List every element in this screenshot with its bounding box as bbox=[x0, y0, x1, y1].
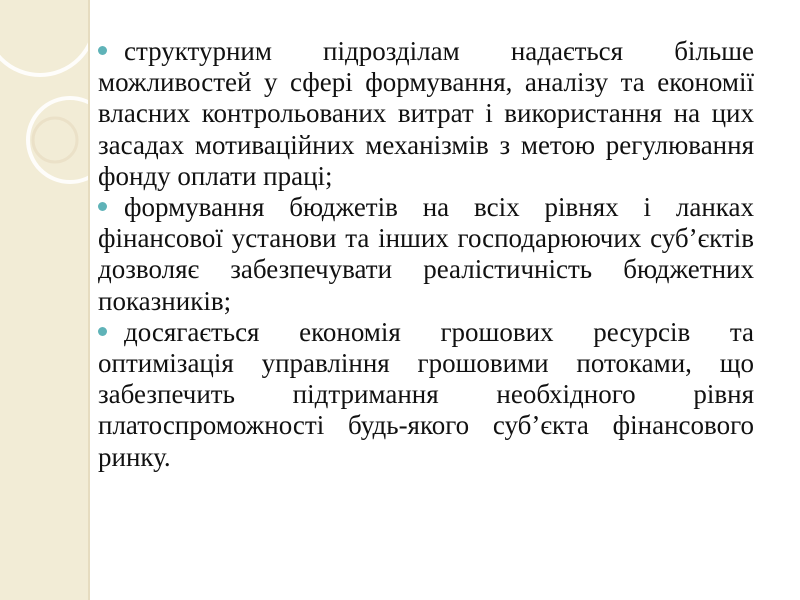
bullet-dot-icon bbox=[98, 327, 107, 336]
decorative-circles bbox=[0, 0, 90, 600]
bullet-text: формування бюджетів на всіх рівнях і ланках фінансової установи та інших господарюючих суб’єктів дозволяє забезпечувати реалістичність бюджетних показників; bbox=[98, 192, 754, 316]
decorative-circle-large bbox=[0, 0, 90, 75]
decorative-circle-small bbox=[33, 118, 77, 162]
bullet-text: досягається економія грошових ресурсів та оптимізація управління грошовими потоками, що забезпечить підтримання необхідного рівня платоспроможності будь-якого суб’єкта фінансового ринку. bbox=[98, 316, 754, 472]
bullet-dot-icon bbox=[98, 46, 107, 55]
bullet-text: структурним підрозділам надається більше можливостей у сфері формування, аналізу та економії власних контрольованих витрат і використання на цих засадах мотиваційних механізмів з метою регулювання фонду оплати праці; bbox=[98, 36, 754, 191]
bullet-list bbox=[98, 36, 754, 473]
bullet-item bbox=[98, 317, 754, 473]
sidebar-edge-line bbox=[88, 0, 90, 600]
decorative-sidebar bbox=[0, 0, 90, 600]
bullet-dot-icon bbox=[98, 202, 107, 211]
bullet-item bbox=[98, 36, 754, 192]
decorative-circle-medium bbox=[28, 98, 90, 182]
bullet-item bbox=[98, 192, 754, 317]
